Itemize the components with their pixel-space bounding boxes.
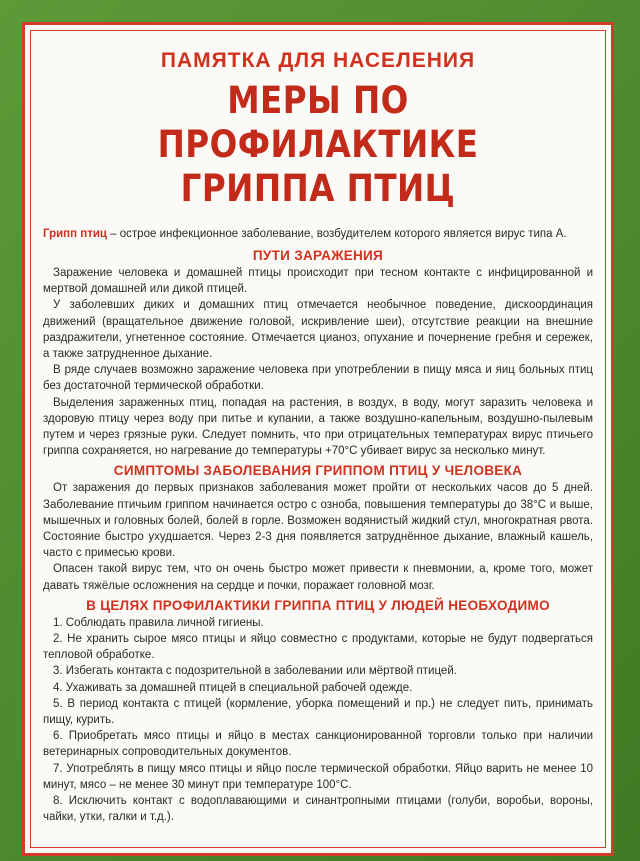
- prevention-item: 2. Не хранить сырое мясо птицы и яйцо совместно с продуктами, которые не будут подвергаться тепловой обработке.: [43, 633, 593, 662]
- infection-paragraph: Заражение человека и домашней птицы происходит при тесном контакте с инфицированной и мертвой домашней или дикой птицей.: [43, 267, 593, 296]
- prevention-item: 5. В период контакта с птицей (кормление, уборка помещений и пр.) не следует пить, принимать пищу, курить.: [43, 697, 593, 727]
- prevention-item: 1. Соблюдать правила личной гигиены.: [53, 616, 264, 629]
- symptoms-paragraph: От заражения до первых признаков заболевания может пройти от нескольких часов до 5 дней. Заболевание птичьим гриппом начинается остро с озноба, повышения температуры до 38°С и выше, мышечных и головных болей, болей в горле. Возможен водянистый жидкий стул, многократная рвота. Состояние быстро ухудшается. Через 2-3 дня появляется затруднённое дыхание, влажный кашель, часто с примесью крови.: [43, 482, 593, 560]
- symptoms-paragraph: Опасен такой вирус тем, что он очень быстро может привести к пневмонии, а, кроме того, может давать тяжёлые осложнения на сердце и почки, поражает головной мозг.: [43, 563, 593, 592]
- poster-title: [76, 79, 560, 211]
- poster-subtitle: ПАМЯТКА ДЛЯ НАСЕЛЕНИЯ: [160, 49, 476, 72]
- prevention-item: 6. Приобретать мясо птицы и яйцо в местах санкционированной торговли только при наличии ветеринарных сопроводительных документов.: [43, 730, 593, 759]
- section-heading-prevention: В ЦЕЛЯХ ПРОФИЛАКТИКИ ГРИППА ПТИЦ У ЛЮДЕЙ НЕОБХОДИМО: [86, 597, 550, 613]
- infection-paragraph: У заболевших диких и домашних птиц отмечается необычное поведение, дискоординация движений (вращательное движение головой, искривление шеи), отсутствие реакции на внешние раздражители, угнетенное состояние. Отмечается цианоз, опухание и почернение гребня и сережек, а также затрудненное дыхание.: [43, 299, 593, 361]
- intro-text: – острое инфекционное заболевание, возбудителем которого является вирус типа А.: [106, 228, 567, 240]
- prevention-item: 3. Избегать контакта с подозрительной в заболевании или мёртвой птицей.: [53, 665, 457, 678]
- section-heading-infection: ПУТИ ЗАРАЖЕНИЯ: [252, 248, 384, 263]
- prevention-item: 7. Употреблять в пищу мясо птицы и яйцо после термической обработки. Яйцо варить не менее 10 минут, мясо – не менее 30 минут при температуре 100°С.: [43, 762, 593, 791]
- infection-paragraph: В ряде случаев возможно заражение человека при употреблении в пищу мяса и яиц больных птиц без достаточной термической обработки.: [43, 364, 593, 393]
- title-line-2: ГРИППА ПТИЦ: [180, 167, 456, 210]
- poster-content: [30, 30, 606, 848]
- infection-paragraph: Выделения зараженных птиц, попадая на растения, в воздух, в воду, могут заразить человека и здоровую птицу через воду при питье и купании, а также воздушно-капельным, воздушно-пылевым путем и через грязные руки. Следует помнить, что при отрицательных температурах вирус птичьего гриппа сохраняется, но нагревание до температуры +70°С убивает вирус за несколько минут.: [43, 396, 593, 458]
- intro-term: Грипп птиц: [43, 228, 107, 240]
- intro-definition: [43, 227, 593, 242]
- prevention-item: 8. Исключить контакт с водоплавающими и синантропными птицами (голуби, воробьи, вороны, чайки, утки, галки и т.д.).: [43, 795, 593, 824]
- title-line-1: МЕРЫ ПО ПРОФИЛАКТИКЕ: [157, 79, 479, 166]
- section-heading-symptoms: СИМПТОМЫ ЗАБОЛЕВАНИЯ ГРИППОМ ПТИЦ У ЧЕЛОВЕКА: [113, 463, 523, 479]
- prevention-item: 4. Ухаживать за домашней птицей в специальной рабочей одежде.: [53, 681, 413, 694]
- poster-frame: [22, 22, 614, 856]
- prevention-list: [43, 615, 593, 826]
